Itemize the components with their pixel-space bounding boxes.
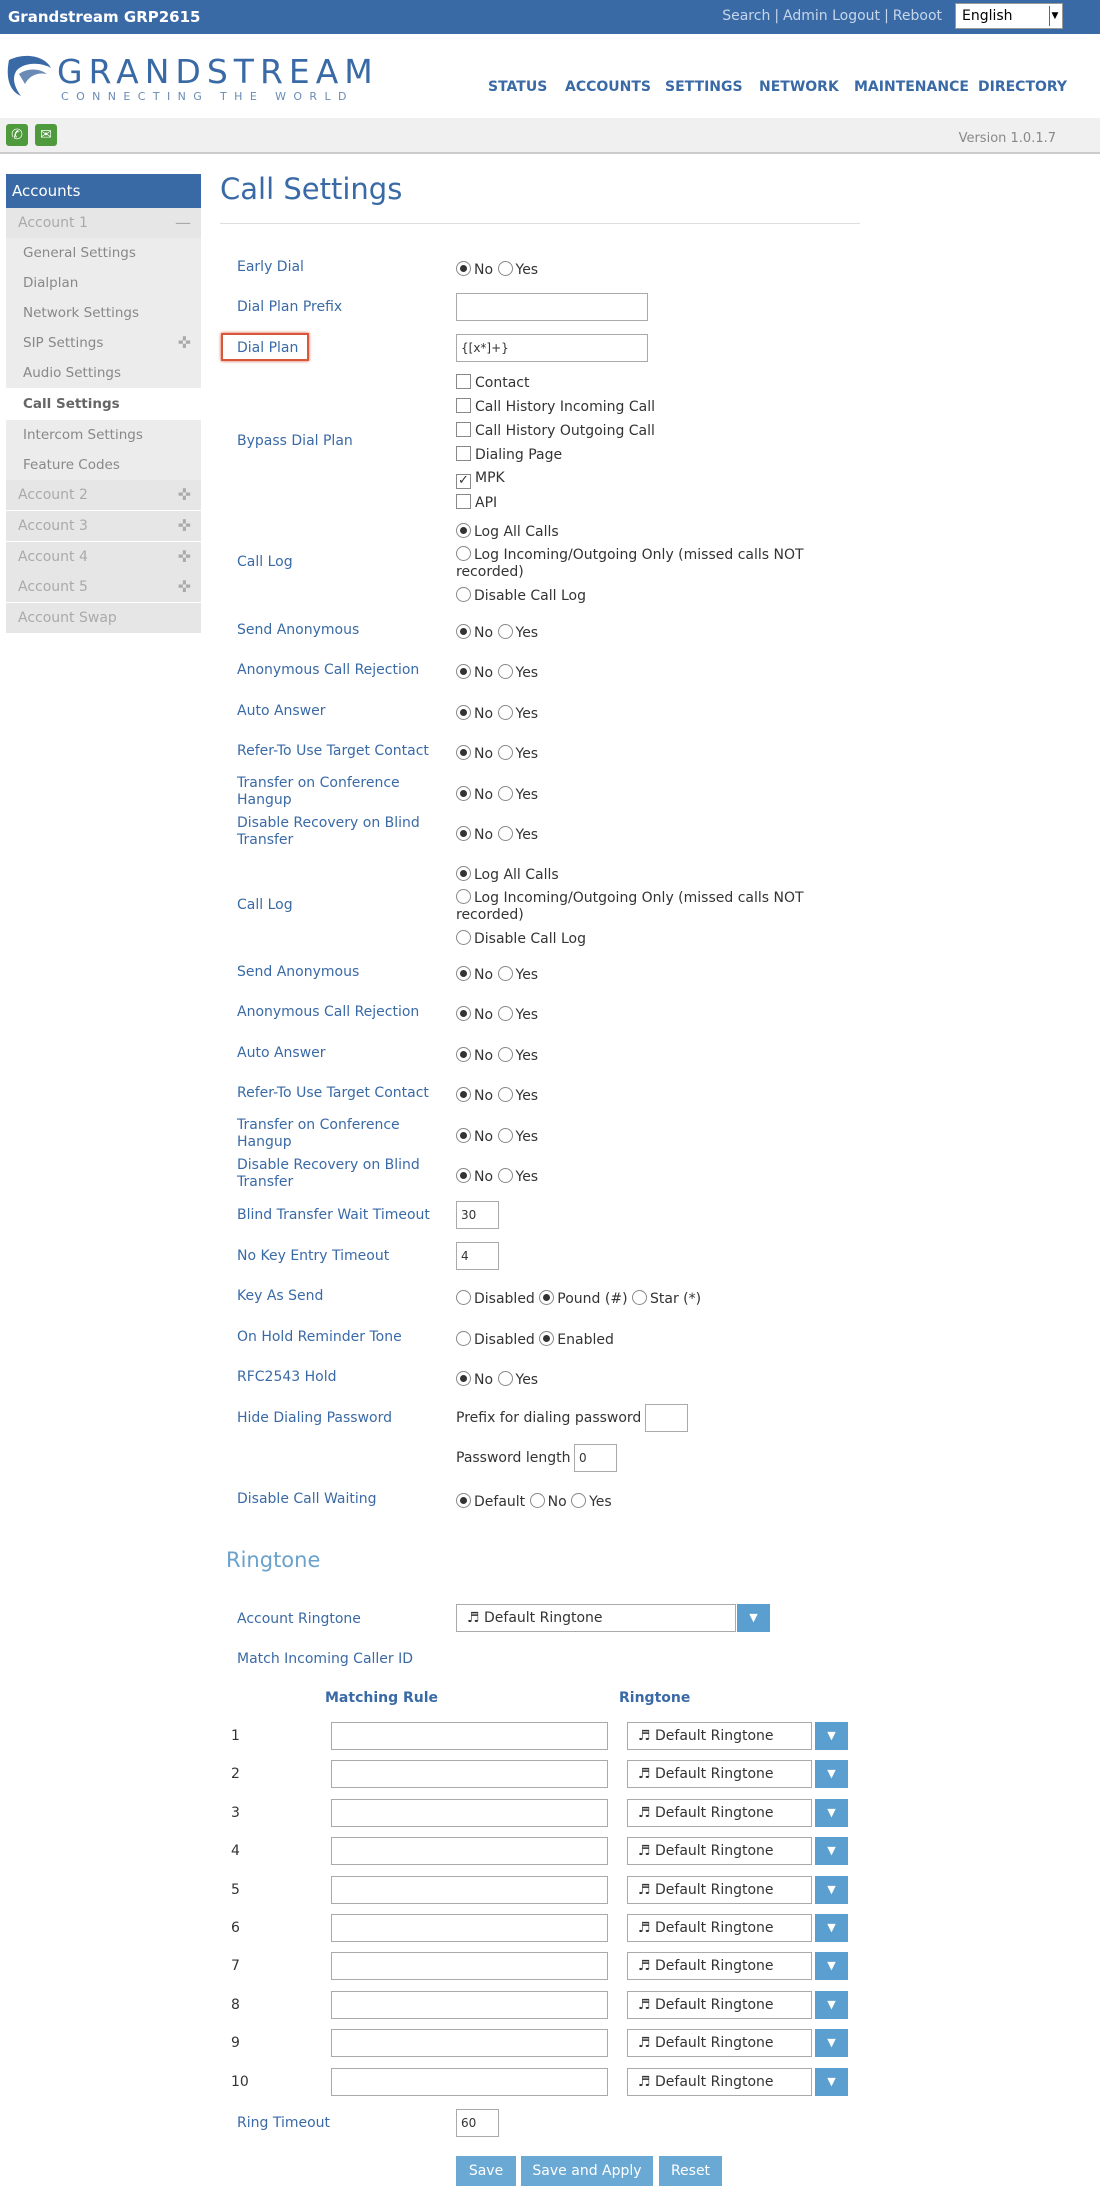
ring-timeout-label: Ring Timeout bbox=[237, 2115, 331, 2131]
sidebar-account-1[interactable] bbox=[6, 208, 201, 238]
bypass-mpk-checkbox[interactable]: ✓ bbox=[456, 474, 471, 489]
row-ringtone-select[interactable]: ♬ Default Ringtone bbox=[627, 2068, 812, 2096]
music-note-icon: ♬ bbox=[638, 1843, 651, 1860]
row-ringtone-dropdown-button[interactable]: ▼ bbox=[815, 1799, 848, 1827]
music-note-icon: ♬ bbox=[638, 1881, 651, 1898]
sidebar-head[interactable]: Accounts bbox=[6, 174, 201, 208]
sidebar-item-network-settings[interactable]: Network Settings bbox=[6, 298, 201, 328]
music-note-icon: ♬ bbox=[638, 1766, 651, 1783]
call-log-inout-radio-2[interactable] bbox=[456, 889, 471, 904]
row-ringtone-select[interactable]: ♬ Default Ringtone bbox=[627, 1837, 812, 1865]
row-number: 3 bbox=[231, 1804, 240, 1821]
on-hold-tone-options: Disabled Enabled bbox=[456, 1331, 614, 1348]
music-note-icon: ♬ bbox=[638, 1728, 651, 1744]
call-log-label: Call Log bbox=[237, 554, 293, 570]
call-waiting-yes-radio[interactable] bbox=[571, 1493, 586, 1508]
send-anonymous-options-2: No Yes bbox=[456, 966, 538, 983]
call-log-inout: Log Incoming/Outgoing Only (missed calls NOT recorded) bbox=[456, 547, 804, 580]
ringtone-header: Ringtone bbox=[619, 1690, 691, 1706]
sidebar-item-dialplan[interactable]: Dialplan bbox=[6, 268, 201, 298]
sidebar-item-label: Account 5 bbox=[18, 579, 88, 595]
rfc2543-yes-radio[interactable] bbox=[498, 1371, 513, 1386]
sidebar-item-sip-settings[interactable] bbox=[6, 328, 201, 358]
bypass-mpk: ✓ MPK bbox=[456, 470, 505, 489]
dial-plan-label: Dial Plan bbox=[237, 340, 299, 356]
matching-rule-input[interactable] bbox=[331, 2068, 608, 2096]
admin-logout-link[interactable]: Admin Logout bbox=[783, 8, 881, 24]
disable-recovery-no-radio-2[interactable] bbox=[456, 1168, 471, 1183]
matching-rule-input[interactable] bbox=[331, 1876, 608, 1904]
disable-call-waiting-label: Disable Call Waiting bbox=[237, 1491, 377, 1507]
sidebar-item-call-settings[interactable]: Call Settings bbox=[6, 388, 201, 420]
anonymous-rejection-no-radio-2[interactable] bbox=[456, 1006, 471, 1021]
auto-answer-options-2: No Yes bbox=[456, 1047, 538, 1064]
sidebar-account-5[interactable] bbox=[6, 572, 201, 602]
matching-rule-input[interactable] bbox=[331, 1837, 608, 1865]
disable-recovery-yes-radio-2[interactable] bbox=[498, 1168, 513, 1183]
no-key-entry-label: No Key Entry Timeout bbox=[237, 1248, 390, 1264]
message-icon[interactable]: ✉ bbox=[35, 124, 57, 146]
top-bar bbox=[0, 0, 1100, 34]
key-as-send-options: Disabled Pound (#) Star (*) bbox=[456, 1290, 701, 1307]
send-anonymous-options: No Yes bbox=[456, 624, 538, 641]
bypass-api-checkbox[interactable] bbox=[456, 494, 471, 509]
auto-answer-no-radio-2[interactable] bbox=[456, 1047, 471, 1062]
refer-to-yes-radio[interactable] bbox=[498, 745, 513, 760]
bypass-history-incoming-checkbox[interactable] bbox=[456, 398, 471, 413]
save-and-apply-button[interactable]: Save and Apply bbox=[521, 2156, 653, 2186]
collapse-icon[interactable]: — bbox=[175, 213, 191, 232]
call-log-inout-radio[interactable] bbox=[456, 546, 471, 561]
reboot-link[interactable]: Reboot bbox=[892, 8, 942, 24]
dial-plan-prefix-input[interactable] bbox=[456, 293, 648, 321]
chevron-down-icon: ▼ bbox=[1049, 6, 1060, 26]
music-note-icon: ♬ bbox=[638, 1920, 651, 1936]
top-links: Search | Admin Logout | Reboot bbox=[722, 8, 942, 24]
bypass-dialing-page-checkbox[interactable] bbox=[456, 446, 471, 461]
on-hold-disabled-radio[interactable] bbox=[456, 1331, 471, 1346]
matching-rule-input[interactable] bbox=[331, 1991, 608, 2019]
sidebar-item-label: SIP Settings bbox=[23, 335, 104, 351]
transfer-conference-options: No Yes bbox=[456, 786, 538, 803]
page-title: Call Settings bbox=[220, 172, 403, 206]
auto-answer-yes-radio[interactable] bbox=[498, 705, 513, 720]
early-dial-no-radio[interactable] bbox=[456, 261, 471, 276]
version-label: Version 1.0.1.7 bbox=[958, 131, 1056, 146]
row-ringtone-select[interactable]: ♬ Default Ringtone bbox=[627, 1799, 812, 1827]
row-ringtone-select[interactable]: ♬ Default Ringtone bbox=[627, 1760, 812, 1788]
on-hold-enabled-radio[interactable] bbox=[539, 1331, 554, 1346]
account-ringtone-dropdown-button[interactable]: ▼ bbox=[737, 1604, 770, 1632]
sidebar-account-2[interactable] bbox=[6, 480, 201, 510]
anonymous-rejection-yes-radio[interactable] bbox=[498, 664, 513, 679]
sidebar-item-label: Account 4 bbox=[18, 549, 88, 565]
dial-plan-input[interactable] bbox=[456, 334, 648, 362]
bypass-history-outgoing-checkbox[interactable] bbox=[456, 422, 471, 437]
row-ringtone-select[interactable]: ♬ Default Ringtone bbox=[627, 1722, 812, 1750]
row-number: 6 bbox=[231, 1920, 240, 1936]
send-anonymous-yes-radio[interactable] bbox=[498, 624, 513, 639]
transfer-conference-label-2: Transfer on Conference Hangup bbox=[237, 1117, 400, 1150]
logo-tagline: CONNECTING THE WORLD bbox=[61, 90, 354, 103]
nav-settings[interactable]: SETTINGS bbox=[665, 79, 743, 95]
language-value: English bbox=[962, 8, 1013, 24]
expand-icon[interactable]: ✜ bbox=[177, 485, 191, 504]
phone-icon[interactable]: ✆ bbox=[6, 124, 28, 146]
transfer-conference-yes-radio[interactable] bbox=[498, 786, 513, 801]
prefix-password-label: Prefix for dialing password bbox=[456, 1410, 642, 1426]
auto-answer-label-2: Auto Answer bbox=[237, 1045, 326, 1061]
bypass-dialing-page: Dialing Page bbox=[456, 446, 562, 463]
call-log-all-radio-2[interactable] bbox=[456, 866, 471, 881]
sidebar bbox=[6, 174, 201, 626]
call-log-disable-radio-2[interactable] bbox=[456, 930, 471, 945]
refer-to-no-radio[interactable] bbox=[456, 745, 471, 760]
call-log-all: Log All Calls bbox=[456, 523, 559, 540]
sidebar-item-label: Account 2 bbox=[18, 487, 88, 503]
matching-rule-input[interactable] bbox=[331, 1760, 608, 1788]
row-number: 1 bbox=[231, 1728, 240, 1744]
hide-dialing-password-label: Hide Dialing Password bbox=[237, 1410, 392, 1426]
music-note-icon: ♬ bbox=[638, 1958, 651, 1975]
auto-answer-label: Auto Answer bbox=[237, 703, 326, 719]
sidebar-item-general-settings[interactable]: General Settings bbox=[6, 238, 201, 268]
early-dial-label: Early Dial bbox=[237, 259, 304, 275]
auto-answer-no-radio[interactable] bbox=[456, 705, 471, 720]
refer-to-options-2: No Yes bbox=[456, 1087, 538, 1104]
auto-answer-yes-radio-2[interactable] bbox=[498, 1047, 513, 1062]
refer-to-label: Refer-To Use Target Contact bbox=[237, 743, 429, 759]
account-ringtone-label: Account Ringtone bbox=[237, 1611, 361, 1627]
call-log-disable: Disable Call Log bbox=[456, 587, 586, 604]
sidebar-item-label: Account 1 bbox=[18, 215, 88, 231]
search-link[interactable]: Search bbox=[722, 8, 771, 24]
matching-rule-input[interactable] bbox=[331, 1952, 608, 1980]
row-number: 9 bbox=[231, 2035, 240, 2052]
key-as-send-star-radio[interactable] bbox=[632, 1290, 647, 1305]
expand-icon[interactable]: ✜ bbox=[177, 547, 191, 566]
early-dial-yes-radio[interactable] bbox=[498, 261, 513, 276]
disable-recovery-yes-radio[interactable] bbox=[498, 826, 513, 841]
transfer-conference-label: Transfer on Conference Hangup bbox=[237, 775, 400, 808]
row-number: 8 bbox=[231, 1996, 240, 2013]
transfer-conference-options-2: No Yes bbox=[456, 1128, 538, 1145]
sidebar-item-audio-settings[interactable]: Audio Settings bbox=[6, 358, 201, 388]
music-note-icon: ♬ bbox=[467, 1610, 480, 1626]
refer-to-yes-radio-2[interactable] bbox=[498, 1087, 513, 1102]
rfc2543-options: No Yes bbox=[456, 1371, 538, 1388]
row-ringtone-select[interactable]: ♬ Default Ringtone bbox=[627, 2029, 812, 2057]
ring-timeout-input[interactable] bbox=[456, 2109, 499, 2137]
prefix-password-input[interactable] bbox=[645, 1404, 688, 1432]
title-divider bbox=[220, 223, 860, 224]
disable-recovery-options-2: No Yes bbox=[456, 1168, 538, 1185]
key-as-send-pound-radio[interactable] bbox=[539, 1290, 554, 1305]
send-anonymous-no-radio[interactable] bbox=[456, 624, 471, 639]
music-note-icon: ♬ bbox=[638, 2073, 651, 2090]
nav-accounts[interactable]: ACCOUNTS bbox=[565, 79, 652, 95]
save-button[interactable]: Save bbox=[456, 2156, 516, 2186]
language-select[interactable] bbox=[955, 3, 1063, 29]
transfer-conference-no-radio-2[interactable] bbox=[456, 1128, 471, 1143]
row-number: 7 bbox=[231, 1958, 240, 1975]
blind-transfer-wait-input[interactable] bbox=[456, 1201, 499, 1229]
blind-transfer-wait-label: Blind Transfer Wait Timeout bbox=[237, 1207, 430, 1223]
refer-to-label-2: Refer-To Use Target Contact bbox=[237, 1085, 429, 1101]
sidebar-account-swap[interactable]: Account Swap bbox=[6, 603, 201, 633]
row-ringtone-dropdown-button[interactable]: ▼ bbox=[815, 1876, 848, 1904]
call-log-disable-radio[interactable] bbox=[456, 587, 471, 602]
dial-plan-prefix-label: Dial Plan Prefix bbox=[237, 299, 343, 315]
row-number: 2 bbox=[231, 1766, 240, 1783]
bypass-contact: Contact bbox=[456, 374, 529, 391]
anonymous-rejection-no-radio[interactable] bbox=[456, 664, 471, 679]
sidebar-account-4[interactable] bbox=[6, 542, 201, 572]
matching-rule-input[interactable] bbox=[331, 2029, 608, 2057]
bypass-history-outgoing: Call History Outgoing Call bbox=[456, 422, 655, 439]
transfer-conference-yes-radio-2[interactable] bbox=[498, 1128, 513, 1143]
anonymous-rejection-options: No Yes bbox=[456, 664, 538, 681]
nav-directory[interactable]: DIRECTORY bbox=[978, 79, 1068, 95]
auto-answer-options: No Yes bbox=[456, 705, 538, 722]
key-as-send-disabled-radio[interactable] bbox=[456, 1290, 471, 1305]
row-number: 5 bbox=[231, 1881, 240, 1898]
matching-rule-input[interactable] bbox=[331, 1799, 608, 1827]
rfc2543-label: RFC2543 Hold bbox=[237, 1369, 337, 1385]
expand-icon[interactable]: ✜ bbox=[177, 577, 191, 596]
reset-button[interactable]: Reset bbox=[659, 2156, 722, 2186]
on-hold-tone-label: On Hold Reminder Tone bbox=[237, 1329, 402, 1345]
music-note-icon: ♬ bbox=[638, 1996, 651, 2013]
expand-icon[interactable]: ✜ bbox=[177, 516, 191, 535]
match-incoming-label: Match Incoming Caller ID bbox=[237, 1651, 414, 1667]
row-number: 4 bbox=[231, 1843, 240, 1860]
sub-bar bbox=[0, 118, 1100, 154]
sidebar-item-label: Account 3 bbox=[18, 518, 88, 534]
logo-wordmark: GRANDSTREAM bbox=[57, 52, 379, 91]
sidebar-item-intercom-settings[interactable]: Intercom Settings bbox=[6, 420, 201, 450]
row-ringtone-dropdown-button[interactable]: ▼ bbox=[815, 1760, 848, 1788]
ringtone-section-title: Ringtone bbox=[226, 1548, 321, 1572]
bypass-contact-checkbox[interactable] bbox=[456, 374, 471, 389]
nav-network[interactable]: NETWORK bbox=[759, 79, 839, 95]
disable-recovery-label: Disable Recovery on Blind Transfer bbox=[237, 815, 420, 848]
call-log-disable-2: Disable Call Log bbox=[456, 930, 586, 947]
rfc2543-no-radio[interactable] bbox=[456, 1371, 471, 1386]
row-number: 10 bbox=[231, 2073, 249, 2090]
no-key-entry-input[interactable] bbox=[456, 1242, 499, 1270]
account-ringtone-select[interactable]: ♬ Default Ringtone bbox=[456, 1604, 736, 1632]
anonymous-rejection-label: Anonymous Call Rejection bbox=[237, 662, 420, 678]
disable-recovery-no-radio[interactable] bbox=[456, 826, 471, 841]
row-ringtone-select[interactable]: ♬ Default Ringtone bbox=[627, 1952, 812, 1980]
early-dial-options: No Yes bbox=[456, 261, 538, 278]
matching-rule-input[interactable] bbox=[331, 1914, 608, 1942]
send-anonymous-yes-radio-2[interactable] bbox=[498, 966, 513, 981]
row-ringtone-dropdown-button[interactable]: ▼ bbox=[815, 1991, 848, 2019]
call-waiting-no-radio[interactable] bbox=[530, 1493, 545, 1508]
anonymous-rejection-yes-radio-2[interactable] bbox=[498, 1006, 513, 1021]
call-log-all-2: Log All Calls bbox=[456, 866, 559, 883]
row-ringtone-dropdown-button[interactable]: ▼ bbox=[815, 2068, 848, 2096]
expand-icon[interactable]: ✜ bbox=[177, 333, 191, 352]
bypass-api: API bbox=[456, 494, 497, 511]
bypass-history-incoming: Call History Incoming Call bbox=[456, 398, 655, 415]
row-ringtone-select[interactable]: ♬ Default Ringtone bbox=[627, 1991, 812, 2019]
sidebar-account-3[interactable] bbox=[6, 511, 201, 541]
send-anonymous-no-radio-2[interactable] bbox=[456, 966, 471, 981]
bypass-dial-plan-label: Bypass Dial Plan bbox=[237, 433, 353, 449]
refer-to-options: No Yes bbox=[456, 745, 538, 762]
matching-rule-header: Matching Rule bbox=[325, 1690, 439, 1706]
password-length-input[interactable] bbox=[574, 1444, 617, 1472]
anonymous-rejection-options-2: No Yes bbox=[456, 1006, 538, 1023]
row-ringtone-select[interactable]: ♬ Default Ringtone bbox=[627, 1876, 812, 1904]
send-anonymous-label: Send Anonymous bbox=[237, 622, 360, 638]
row-ringtone-dropdown-button[interactable]: ▼ bbox=[815, 2029, 848, 2057]
matching-rule-input[interactable] bbox=[331, 1722, 608, 1750]
nav-maintenance[interactable]: MAINTENANCE bbox=[854, 79, 969, 95]
grandstream-logo-icon bbox=[5, 52, 53, 102]
row-ringtone-dropdown-button[interactable]: ▼ bbox=[815, 1722, 848, 1750]
anonymous-rejection-label-2: Anonymous Call Rejection bbox=[237, 1004, 420, 1020]
key-as-send-label: Key As Send bbox=[237, 1288, 324, 1304]
send-anonymous-label-2: Send Anonymous bbox=[237, 964, 360, 980]
row-ringtone-select[interactable]: ♬ Default Ringtone bbox=[627, 1914, 812, 1942]
row-ringtone-dropdown-button[interactable]: ▼ bbox=[815, 1952, 848, 1980]
music-note-icon: ♬ bbox=[638, 1804, 651, 1821]
nav-status[interactable]: STATUS bbox=[488, 79, 548, 95]
music-note-icon: ♬ bbox=[638, 2035, 651, 2052]
call-log-label-2: Call Log bbox=[237, 897, 293, 913]
disable-recovery-options: No Yes bbox=[456, 826, 538, 843]
row-ringtone-dropdown-button[interactable]: ▼ bbox=[815, 1914, 848, 1942]
sidebar-item-feature-codes[interactable]: Feature Codes bbox=[6, 450, 201, 480]
call-log-inout-2: Log Incoming/Outgoing Only (missed calls NOT recorded) bbox=[456, 890, 804, 923]
device-title: Grandstream GRP2615 bbox=[8, 8, 201, 26]
call-log-all-radio[interactable] bbox=[456, 523, 471, 538]
transfer-conference-no-radio[interactable] bbox=[456, 786, 471, 801]
call-waiting-default-radio[interactable] bbox=[456, 1493, 471, 1508]
refer-to-no-radio-2[interactable] bbox=[456, 1087, 471, 1102]
row-ringtone-dropdown-button[interactable]: ▼ bbox=[815, 1837, 848, 1865]
call-waiting-options: Default No Yes bbox=[456, 1493, 612, 1510]
password-length-label: Password length bbox=[456, 1450, 571, 1466]
disable-recovery-label-2: Disable Recovery on Blind Transfer bbox=[237, 1157, 420, 1190]
